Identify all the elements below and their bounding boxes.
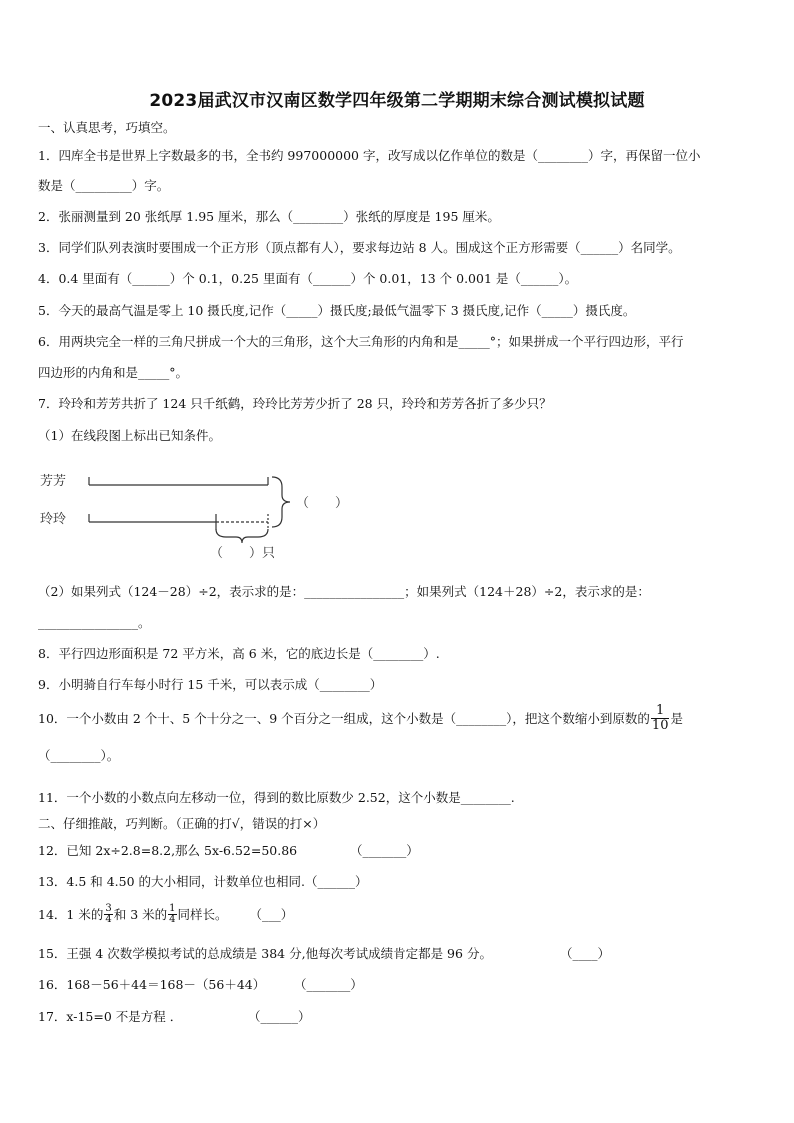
- question-7-part-2-line-2: ________________。: [38, 615, 151, 630]
- question-10-line-2: （________）。: [38, 748, 120, 763]
- question-12-answer-blank: （_______）: [350, 843, 419, 858]
- fraction-numerator: 1: [169, 903, 176, 914]
- total-blank: （ ）: [296, 496, 349, 511]
- question-10-text: 10．一个小数由 2 个十、5 个十分之一、9 个百分之一组成，这个小数是（________），把这个数缩小到原数的: [38, 710, 650, 726]
- lingling-segment: [89, 514, 268, 530]
- fraction-numerator: 1: [651, 704, 670, 719]
- question-13: 13．4.5 和 4.50 的大小相同，计数单位也相同.（______）: [38, 874, 368, 889]
- question-17-text: 17．x-15=0 不是方程 ．: [38, 1009, 183, 1024]
- question-2: 2．张丽测量到 20 张纸厚 1.95 厘米，那么（________）张纸的厚度是 195 厘米。: [38, 209, 500, 224]
- question-1-line-1: 1．四库全书是世界上字数最多的书，全书约 997000000 字，改写成以亿作单位的数是（________）字，再保留一位小: [38, 148, 701, 163]
- section-heading-fill-blank: 一、认真思考，巧填空。: [38, 120, 176, 135]
- label-fangfang: 芳芳: [40, 474, 67, 489]
- question-3: 3．同学们队列表演时要围成一个正方形（顶点都有人），要求每边站 8 人。围成这个正方形需要（______）名同学。: [38, 240, 681, 255]
- question-5: 5．今天的最高气温是零上 10 摄氏度,记作（_____）摄氏度;最低气温零下 3 摄氏度,记作（_____）摄氏度。: [38, 303, 636, 318]
- question-17-answer-blank: （______）: [248, 1009, 311, 1024]
- question-7-part-1: （1）在线段图上标出已知条件。: [38, 428, 221, 443]
- question-14-text-b: 和 3 米的: [113, 906, 168, 922]
- question-17: [38, 1009, 311, 1025]
- question-12-text: 12．已知 2x÷2.8=8.2,那么 5x-6.52=50.86: [38, 843, 298, 858]
- fraction-three-quarters: [104, 904, 112, 925]
- question-6-line-2: 四边形的内角和是_____°。: [38, 365, 189, 380]
- question-16-text: 16．168－56＋44＝168－（56＋44）: [38, 977, 266, 992]
- fraction-denominator: 4: [105, 914, 112, 925]
- question-15-text: 15．王强 4 次数学模拟考试的总成绩是 384 分,他每次考试成绩肯定都是 96 分。: [38, 946, 492, 961]
- question-14-answer-blank: （___）: [249, 906, 294, 922]
- question-4: 4．0.4 里面有（______）个 0.1，0.25 里面有（______）个 0.01，13 个 0.001 是（______）。: [38, 271, 578, 286]
- question-15: [38, 946, 611, 962]
- question-7: 7．玲玲和芳芳共折了 124 只千纸鹤，玲玲比芳芳少折了 28 只，玲玲和芳芳各折了多少只？: [38, 396, 552, 411]
- question-1-line-2: 数是（_________）字。: [38, 178, 170, 193]
- question-10-line-1: [38, 704, 683, 733]
- total-brace: [272, 477, 290, 527]
- question-6-line-1: 6．用两块完全一样的三角尺拼成一个大的三角形，这个大三角形的内角和是_____°；如果拼成一个平行四边形，平行: [38, 334, 684, 349]
- label-lingling: 玲玲: [40, 512, 67, 527]
- question-16: [38, 977, 363, 993]
- question-14-text-a: 14．1 米的: [38, 906, 104, 922]
- question-7-part-2-line-1: （2）如果列式（124－28）÷2，表示求的是：________________；如果列式（124＋28）÷2，表示求的是：: [38, 584, 650, 599]
- section-heading-judge: 二、仔细推敲，巧判断。（正确的打√，错误的打×）: [38, 816, 326, 831]
- fraction-denominator: 10: [651, 718, 669, 733]
- question-14-text-c: 同样长。: [177, 906, 228, 922]
- fraction-one-quarter: [168, 904, 176, 925]
- difference-blank: （ ）只: [210, 546, 276, 561]
- fraction-numerator: 3: [105, 903, 112, 914]
- page-title: 2023届武汉市汉南区数学四年级第二学期期末综合测试模拟试题: [149, 91, 645, 111]
- question-15-answer-blank: （____）: [560, 946, 611, 961]
- question-9: 9．小明骑自行车每小时行 15 千米，可以表示成（________）: [38, 677, 383, 692]
- question-10-tail: 是: [670, 710, 683, 726]
- fraction-one-tenth: [651, 704, 670, 733]
- question-12: [38, 843, 419, 859]
- question-11: 11．一个小数的小数点向左移动一位，得到的数比原数少 2.52，这个小数是________.: [38, 790, 515, 805]
- question-8: 8．平行四边形面积是 72 平方米，高 6 米，它的底边长是（________）.: [38, 646, 440, 661]
- question-16-answer-blank: （_______）: [294, 977, 363, 992]
- line-segment-diagram: [0, 465, 794, 575]
- difference-brace: [216, 529, 268, 543]
- fangfang-segment: [89, 477, 268, 485]
- question-14: [38, 904, 293, 925]
- fraction-denominator: 4: [169, 914, 176, 925]
